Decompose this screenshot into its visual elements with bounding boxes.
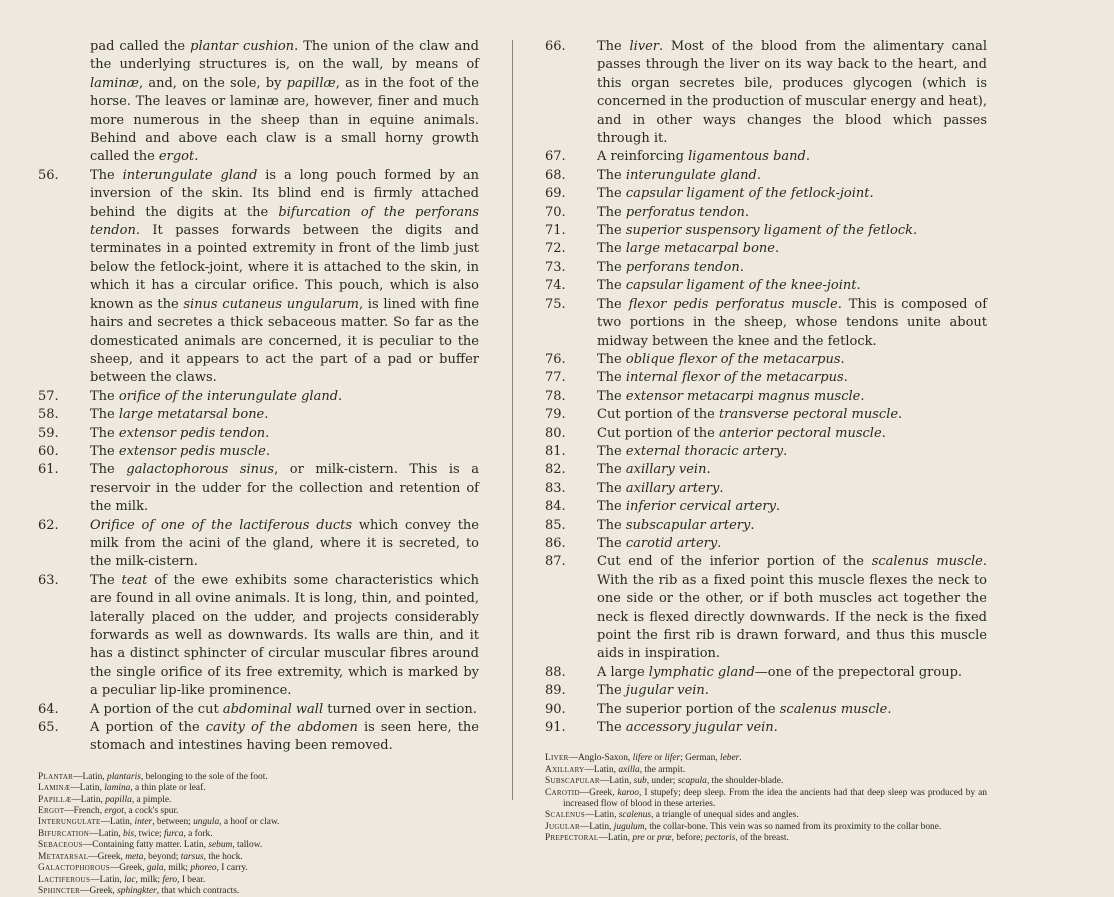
entry-number: 67.	[545, 149, 566, 165]
glossary-term: Ergot	[38, 806, 65, 817]
entry-number: 86.	[545, 535, 566, 551]
glossary-definition: —Latin, sub, under; scapula, the shoulder-blade.	[599, 776, 784, 787]
entry-text: Cut portion of the transverse pectoral muscle.	[597, 407, 903, 423]
entry-text: A large lymphatic gland—one of the prepectoral group.	[597, 664, 963, 680]
entry-number: 60.	[38, 443, 59, 459]
entry-number: 81.	[545, 443, 566, 459]
entry-number: 70.	[545, 204, 566, 220]
glossary-term: Interungulate	[38, 817, 101, 828]
plate-key-entry	[545, 240, 987, 258]
entry-number: 91.	[545, 720, 566, 736]
glossary-definition: —Greek, karoo, I stupefy; deep sleep. From the idea the ancients had that deep sleep was produced by an increased flow of blood in these arteries.	[563, 787, 987, 810]
glossary-definition: —Greek, sphingkter, that which contracts.	[80, 885, 240, 896]
glossary-item	[38, 875, 479, 886]
entry-text: Cut end of the inferior portion of the scalenus muscle. With the rib as a fixed point this muscle flexes the neck to one side or the other, or if both muscles act together the neck is flexed directly downwards. If the neck is the fixed point the first rib is drawn forward, and thus this muscle aids in inspiration.	[597, 554, 987, 662]
entry-text: The inferior cervical artery.	[597, 499, 781, 515]
plate-key-entry	[38, 443, 479, 461]
entry-number: 61.	[38, 462, 59, 478]
plate-key-entry	[545, 719, 987, 737]
entry-text: pad called the plantar cushion. The union of the claw and the underlying structures is, on the wall, by means of laminæ, and, on the sole, by papillæ, as in the foot of the horse. The leaves or laminæ are, however, finer and much more numerous in the sheep than in equine animals. Behind and above each claw is a small horny growth called the ergot.	[90, 39, 479, 165]
glossary-item	[38, 829, 479, 840]
glossary-term: Plantar	[38, 771, 74, 782]
glossary-term: Lactiferous	[38, 874, 91, 885]
entry-text: The accessory jugular vein.	[597, 720, 778, 736]
glossary-definition: —French, ergot, a cock's spur.	[64, 806, 179, 817]
entry-number: 78.	[545, 388, 566, 404]
plate-key-entry	[545, 277, 987, 295]
entry-text: Cut portion of the anterior pectoral muscle.	[597, 425, 886, 441]
entry-number: 90.	[545, 701, 566, 717]
entry-text: The internal flexor of the metacarpus.	[597, 370, 848, 386]
glossary-term: Bifurcation	[38, 828, 90, 839]
plate-key-entry	[38, 425, 479, 443]
plate-key-entry	[545, 682, 987, 700]
plate-key-entry	[545, 443, 987, 461]
entry-text: The axillary artery.	[597, 480, 724, 496]
glossary-item	[545, 753, 987, 764]
plate-key-entry	[545, 498, 987, 516]
plate-key-entry	[545, 222, 987, 240]
glossary-definition: —Greek, meta, beyond; tarsus, the hock.	[88, 851, 243, 862]
entry-number: 58.	[38, 407, 59, 423]
glossary-definition: —Latin, lamina, a thin plate or leaf.	[70, 783, 206, 794]
plate-key-entry	[545, 406, 987, 424]
plate-key-entry	[38, 167, 479, 388]
entry-number: 87.	[545, 554, 566, 570]
plate-key-entry	[545, 148, 987, 166]
glossary-definition: —Latin, scalenus, a triangle of unequal sides and angles.	[584, 810, 799, 821]
entry-number: 74.	[545, 278, 566, 294]
plate-key-entry	[38, 517, 479, 572]
left-entries	[38, 38, 479, 756]
glossary-item	[545, 765, 987, 776]
glossary-definition: —Latin, inter, between; ungula, a hoof or claw.	[100, 817, 280, 828]
plate-key-entry	[545, 296, 987, 351]
glossary-term: Liver	[545, 753, 569, 764]
glossary-item	[38, 863, 479, 874]
plate-key-entry	[38, 461, 479, 516]
glossary-item	[38, 852, 479, 863]
glossary-term: Axillary	[545, 764, 585, 775]
glossary-definition: —Anglo-Saxon, lifere or lifer; German, leber.	[568, 753, 742, 764]
entry-text: The galactophorous sinus, or milk-cistern. This is a reservoir in the udder for the collection and retention of the milk.	[90, 462, 480, 515]
entry-text: The extensor metacarpi magnus muscle.	[597, 388, 865, 404]
glossary-definition: —Greek, gala, milk; phoreo, I carry.	[109, 863, 248, 874]
glossary-definition: —Latin, lac, milk; fero, I bear.	[90, 874, 206, 885]
glossary-item	[545, 810, 987, 821]
entry-number: 77.	[545, 370, 566, 386]
entry-number: 63.	[38, 572, 59, 588]
glossary-definition: —Containing fatty matter. Latin, sebum, tallow.	[82, 840, 263, 851]
glossary-item	[545, 822, 987, 833]
entry-number: 84.	[545, 499, 566, 515]
entry-number: 69.	[545, 186, 566, 202]
plate-key-entry	[545, 351, 987, 369]
entry-number: 66.	[545, 39, 566, 54]
glossary-term: Laminæ	[38, 783, 71, 794]
glossary-term: Carotid	[545, 787, 580, 798]
entry-text: The external thoracic artery.	[597, 443, 788, 459]
right-column	[545, 38, 987, 845]
glossary-definition: —Latin, papilla, a pimple.	[71, 794, 172, 805]
entry-text: The large metatarsal bone.	[90, 407, 269, 423]
entry-text: A reinforcing ligamentous band.	[597, 149, 810, 165]
plate-key-entry	[545, 517, 987, 535]
glossary-term: Jugular	[545, 821, 580, 832]
column-divider	[512, 40, 513, 800]
glossary-term: Sebaceous	[38, 840, 83, 851]
entry-text: The teat of the ewe exhibits some characteristics which are found in all ovine animals. It is long, thin, and pointed, laterally placed on the udder, and projects considerably forwards as well as downwards. Its walls are thin, and it has a distinct sphincter of circular muscular fibres around the single orifice of its free extremity, which is marked by a peculiar lip-like prominence.	[90, 572, 479, 699]
glossary-item	[38, 783, 479, 794]
glossary-item	[545, 788, 987, 811]
glossary-term: Sphincter	[38, 885, 81, 896]
entry-text: A portion of the cavity of the abdomen is seen here, the stomach and intestines having been removed.	[90, 720, 480, 754]
entry-text: Orifice of one of the lactiferous ducts which convey the milk from the acini of the gland, where it is secreted, to the milk-cistern.	[90, 517, 479, 570]
entry-text: The extensor pedis tendon.	[90, 425, 270, 441]
plate-key-entry	[545, 425, 987, 443]
plate-key-entry	[38, 406, 479, 424]
glossary-term: Subscapular	[545, 776, 600, 787]
entry-text: The interungulate gland.	[597, 167, 761, 183]
plate-key-entry	[545, 664, 987, 682]
glossary-item	[38, 886, 479, 897]
entry-number: 76.	[545, 351, 566, 367]
glossary-definition: —Latin, axilla, the armpit.	[584, 764, 686, 775]
glossary-item	[545, 833, 987, 844]
plate-key-entry	[545, 38, 987, 148]
plate-key-entry	[38, 38, 479, 167]
entry-text: The superior suspensory ligament of the fetlock.	[597, 223, 918, 239]
right-entries	[545, 38, 987, 737]
plate-key-entry	[545, 388, 987, 406]
entry-text: The oblique flexor of the metacarpus.	[597, 351, 845, 367]
plate-key-entry	[545, 369, 987, 387]
entry-text: A portion of the cut abdominal wall turned over in section.	[90, 701, 477, 717]
entry-number: 75.	[545, 296, 566, 312]
entry-number: 83.	[545, 480, 566, 496]
glossary-term: Metatarsal	[38, 851, 89, 862]
entry-text: The large metacarpal bone.	[597, 241, 780, 257]
entry-text: The extensor pedis muscle.	[90, 443, 270, 459]
entry-number: 56.	[38, 167, 59, 183]
glossary-definition: —Latin, pre or præ, before; pectoris, of the breast.	[598, 833, 789, 844]
entry-text: The orifice of the interungulate gland.	[90, 388, 343, 404]
entry-number: 73.	[545, 259, 566, 275]
entry-text: The superior portion of the scalenus muscle.	[597, 701, 892, 717]
plate-key-entry	[545, 553, 987, 663]
glossary-item	[545, 776, 987, 787]
entry-number: 80.	[545, 425, 566, 441]
glossary-term: Prepectoral	[545, 833, 599, 844]
entry-text: The liver. Most of the blood from the alimentary canal passes through the liver on its way back to the heart, and this organ secretes bile, produces glycogen (which is concerned in the production of muscular energy and heat), and in other ways changes the blood which passes through it.	[597, 39, 987, 147]
glossary-item	[38, 817, 479, 828]
plate-key-entry	[545, 167, 987, 185]
plate-key-entry	[38, 572, 479, 701]
plate-key-entry	[545, 480, 987, 498]
entry-number: 71.	[545, 223, 566, 239]
left-glossary	[38, 772, 479, 897]
plate-key-entry	[38, 719, 479, 756]
glossary-definition: —Latin, plantaris, belonging to the sole of the foot.	[73, 771, 268, 782]
plate-key-entry	[545, 535, 987, 553]
plate-key-entry	[545, 461, 987, 479]
entry-text: The interungulate gland is a long pouch formed by an inversion of the skin. Its blind end is firmly attached behind the digits at the bifurcation of the perforans tendon. It passes forwards between the digits and terminates in a pointed extremity in front of the limb just below the fetlock-joint, where it is attached to the skin, in which it has a circular orifice. This pouch, which is also known as the sinus cutaneus ungularum, is lined with fine hairs and secretes a thick sebaceous matter. So far as the domesticated animals are concerned, it is peculiar to the sheep, and it appears to act the part of a pad or buffer between the claws.	[90, 167, 480, 386]
glossary-term: Papillæ	[38, 794, 72, 805]
glossary-item	[38, 795, 479, 806]
glossary-term: Scalenus	[545, 810, 585, 821]
right-glossary	[545, 753, 987, 844]
entry-text: The capsular ligament of the knee-joint.	[597, 278, 861, 294]
glossary-item	[38, 772, 479, 783]
plate-key-entry	[545, 259, 987, 277]
entry-number: 79.	[545, 407, 566, 423]
entry-number: 62.	[38, 517, 59, 533]
left-column	[38, 38, 479, 897]
entry-text: The flexor pedis perforatus muscle. This is composed of two portions in the sheep, whose tendons unite about midway between the knee and the fetlock.	[597, 296, 988, 349]
plate-key-entry	[38, 701, 479, 719]
entry-text: The jugular vein.	[597, 683, 709, 699]
entry-number: 59.	[38, 425, 59, 441]
plate-key-entry	[545, 204, 987, 222]
entry-number: 72.	[545, 241, 566, 257]
entry-number: 64.	[38, 701, 59, 717]
glossary-item	[38, 806, 479, 817]
plate-key-entry	[545, 701, 987, 719]
entry-number: 65.	[38, 720, 59, 736]
entry-number: 57.	[38, 388, 59, 404]
plate-key-entry	[38, 388, 479, 406]
entry-number: 88.	[545, 664, 566, 680]
glossary-term: Galactophorous	[38, 863, 110, 874]
entry-text: The subscapular artery.	[597, 517, 755, 533]
entry-number: 85.	[545, 517, 566, 533]
glossary-definition: —Latin, bis, twice; furca, a fork.	[89, 828, 213, 839]
entry-number: 82.	[545, 462, 566, 478]
entry-text: The carotid artery.	[597, 535, 722, 551]
entry-text: The perforans tendon.	[597, 259, 744, 275]
glossary-item	[38, 840, 479, 851]
entry-number: 89.	[545, 683, 566, 699]
plate-key-entry	[545, 185, 987, 203]
entry-number: 68.	[545, 167, 566, 183]
entry-text: The perforatus tendon.	[597, 204, 750, 220]
entry-text: The capsular ligament of the fetlock-joint.	[597, 186, 874, 202]
glossary-definition: —Latin, jugulum, the collar-bone. This vein was so named from its proximity to the collar bone.	[579, 821, 942, 832]
entry-text: The axillary vein.	[597, 462, 711, 478]
